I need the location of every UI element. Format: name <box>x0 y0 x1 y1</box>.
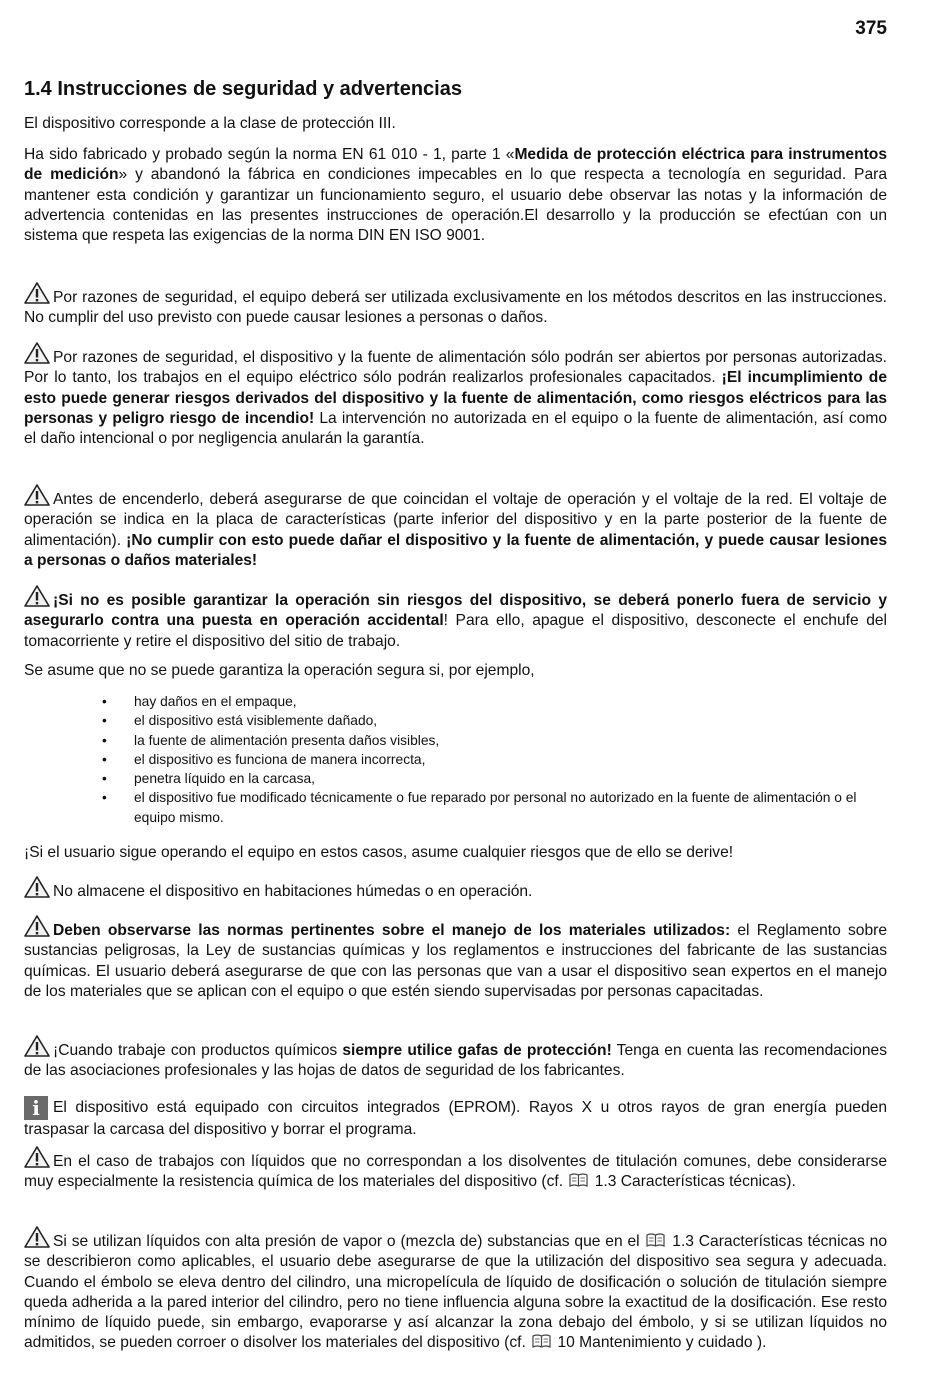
warning-vapor-pressure <box>24 1226 887 1354</box>
bullet-list <box>24 692 887 827</box>
warning-text: Tenga en cuenta las recomendaciones de las asociaciones profesionales y las hojas de datos de seguridad de los fabricantes. <box>24 1042 888 1080</box>
bold-text: ¡No cumplir con esto puede dañar el dispositivo y la fuente de alimentación, y puede causar lesiones a personas o daños materiales! <box>24 531 888 569</box>
warning-text: el Reglamento sobre sustancias peligrosas, la Ley de sustancias químicas y los reglamentos e instrucciones del fabricante de las sustancias químicas. El usuario deberá asegurarse de que con las personas que van a usar el dispositivo sean expertos en el manejo de los materiales que se aplican con el equipo o que estén siendo supervisadas por personas capacitadas. <box>24 922 887 1000</box>
warning-icon <box>24 876 50 898</box>
bold-text: siempre utilice gafas de protección! <box>342 1042 612 1059</box>
paragraph-user-risk <box>24 843 887 863</box>
book-icon <box>569 1173 588 1187</box>
warning-text: Por razones de seguridad, el equipo deberá ser utilizada exclusivamente en los métodos descritos en las instrucciones. No cumplir del uso previsto con puede causar lesiones a personas o daños. <box>24 289 887 327</box>
paragraph-unsafe-conditions <box>24 661 887 681</box>
warning-icon <box>24 1035 50 1057</box>
warning-text: En el caso de trabajos con líquidos que no correspondan a los disolventes de titulación comunes, debe considerarse muy especialmente la resistencia química de los materiales del dispositivo (cf. <box>24 1153 887 1191</box>
list-item: • el dispositivo está visiblemente dañado, <box>24 711 887 730</box>
bold-text: Medida de protección eléctrica para instrumentos de medición <box>24 146 887 184</box>
warning-usage <box>24 282 887 329</box>
paragraph-standard <box>24 145 887 246</box>
list-item: • hay daños en el empaque, <box>24 692 887 711</box>
warning-liquids <box>24 1146 887 1193</box>
warning-icon <box>24 342 50 364</box>
warning-text: ! Para ello, apague el dispositivo, desconecte el enchufe del tomacorriente y retire el dispositivo del sitio de trabajo. <box>24 612 887 650</box>
paragraph-protection-class <box>24 114 887 134</box>
warning-icon <box>24 1146 50 1168</box>
warning-text: ¡Cuando trabaje con productos químicos <box>53 1042 343 1059</box>
paragraph-text: ¡Si el usuario sigue operando el equipo en estos casos, asume cualquier riesgos que de ello se derive! <box>24 844 734 861</box>
paragraph-text: El dispositivo corresponde a la clase de protección III. <box>24 115 396 132</box>
warning-out-of-service <box>24 585 887 652</box>
page-number: 375 <box>855 18 887 39</box>
info-text: El dispositivo está equipado con circuitos integrados (EPROM). Rayos X u otros rayos de gran energía pueden traspasar la carcasa del dispositivo y borrar el programa. <box>24 1099 887 1138</box>
bold-text: ¡Si no es posible garantizar la operación sin riesgos del dispositivo, se deberá ponerlo fuera de servicio y asegurarlo contra una puesta en operación accidental <box>24 592 887 630</box>
warning-text: 10 Mantenimiento y cuidado ). <box>553 1334 767 1352</box>
book-icon <box>532 1334 551 1348</box>
section-title: 1.4 Instrucciones de seguridad y advertencias <box>24 78 462 100</box>
warning-storage <box>24 876 887 902</box>
info-icon: i <box>24 1096 48 1120</box>
warning-text: Por razones de seguridad, el dispositivo y la fuente de alimentación sólo podrán ser abiertos por personas autorizadas. Por lo tanto, los trabajos en el equipo eléctrico sólo podrán realizarlos profesionales capacitados. <box>24 349 887 387</box>
warning-icon <box>24 1226 50 1248</box>
list-item: • penetra líquido en la carcasa, <box>24 769 887 788</box>
warning-voltage <box>24 484 887 571</box>
warning-icon <box>24 282 50 304</box>
warning-text: 1.3 Características técnicas). <box>590 1173 796 1191</box>
list-item: • la fuente de alimentación presenta daños visibles, <box>24 731 887 750</box>
warning-icon <box>24 585 50 607</box>
warning-materials <box>24 915 887 1002</box>
warning-text: 1.3 Características técnicas no se describieron como aplicables, el usuario debe asegurarse de que la utilización del dispositivo sea segura y adecuada. Cuando el émbolo se eleva dentro del cilindro, una micropelícula de líquido de dosificación o solución de titulación siempre queda adherida a la pared interior del cilindro, pero no tiene influencia alguna sobre la exactitud de la dosificación. Ese resto mínimo de líquido puede, sin embargo, evaporarse y así alcanzar la zona debajo del émbolo, y si se utilizan líquidos no admitidos, se pueden corroer o disolver los materiales del dispositivo (cf. <box>24 1233 887 1352</box>
list-item: • el dispositivo es funciona de manera incorrecta, <box>24 750 887 769</box>
warning-opening <box>24 342 887 449</box>
paragraph-text: Se asume que no se puede garantiza la operación segura si, por ejemplo, <box>24 662 535 679</box>
warning-icon <box>24 915 50 937</box>
warning-text: No almacene el dispositivo en habitaciones húmedas o en operación. <box>53 883 533 900</box>
book-icon <box>646 1233 665 1247</box>
bold-text: ¡El incumplimiento de esto puede generar riesgos derivados del dispositivo y la fuente de alimentación, como riesgos eléctricos para las personas y peligro riesgo de incendio! <box>24 369 887 427</box>
warning-icon <box>24 484 50 506</box>
bold-text: Deben observarse las normas pertinentes sobre el manejo de los materiales utilizados: <box>53 922 731 939</box>
warning-safety-glasses <box>24 1035 887 1082</box>
warning-text: La intervención no autorizada en el equipo o la fuente de alimentación, así como el daño intencional o por negligencia anularán la garantía. <box>24 409 887 448</box>
list-item: • el dispositivo fue modificado técnicamente o fue reparado por personal no autorizado en la fuente de alimentación o el equipo mismo. <box>24 788 887 827</box>
paragraph-text: Ha sido fabricado y probado según la norma EN 61 010 - 1, parte 1 « <box>24 146 515 163</box>
warning-text: Antes de encenderlo, deberá asegurarse de que coincidan el voltaje de operación y el voltaje de la red. El voltaje de operación se indica en la placa de características (parte inferior del dispositivo y en la parte posterior de la fuente de alimentación). <box>24 491 887 549</box>
info-eprom <box>24 1096 887 1140</box>
warning-text: Si se utilizan líquidos con alta presión de vapor o (mezcla de) substancias que en el <box>53 1233 645 1250</box>
paragraph-text: » y abandonó la fábrica en condiciones impecables en lo que respecta a tecnología en seguridad. Para mantener esta condición y garantizar un funcionamiento seguro, el usuario debe observar las notas y la información de advertencia contenidas en las presentes instrucciones de operación.El desarrollo y la producción se efectúan con un sistema que respeta las exigencias de la norma DIN EN ISO 9001. <box>24 166 887 245</box>
